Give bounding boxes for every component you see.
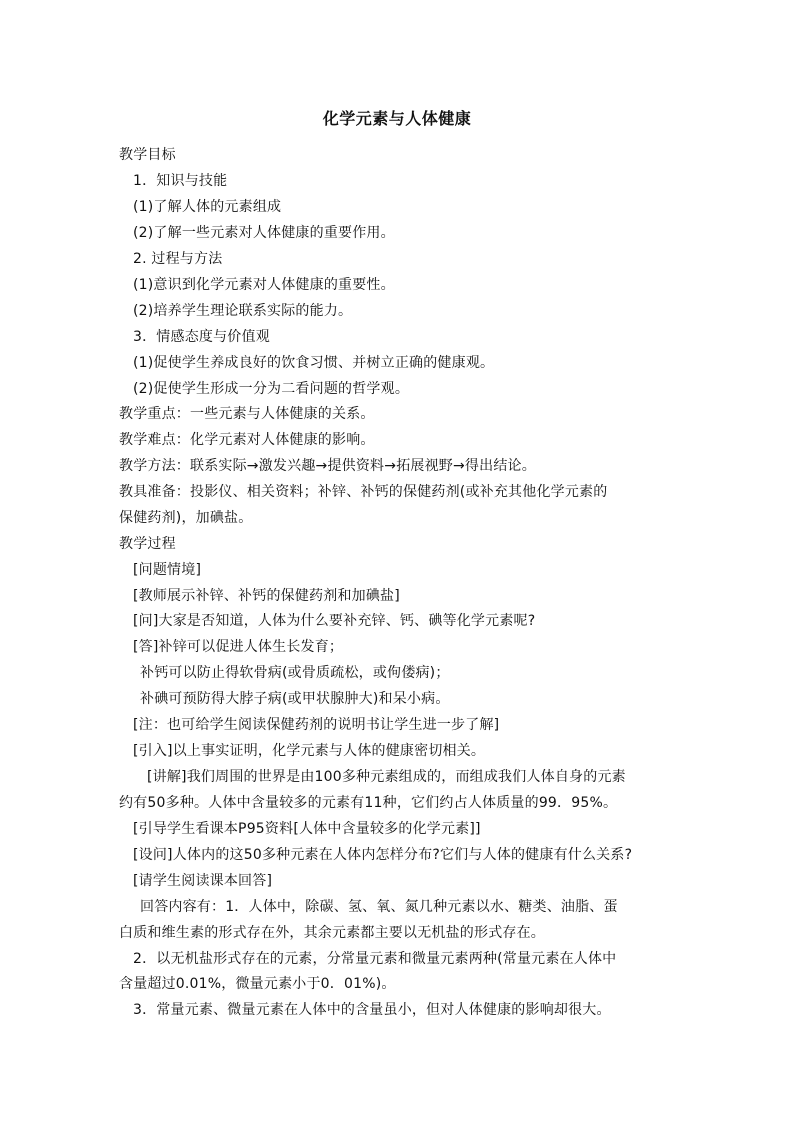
text-line: (1)意识到化学元素对人体健康的重要性。 bbox=[133, 277, 395, 293]
text-line: [问]大家是否知道，人体为什么要补充锌、钙、碘等化学元素呢? bbox=[133, 613, 536, 629]
subheading-knowledge-skills: 1．知识与技能 bbox=[133, 173, 228, 189]
text-line: 2．以无机盐形式存在的元素，分常量元素和微量元素两种(常量元素在人体中 bbox=[133, 951, 617, 967]
teaching-tools-cont: 保健药剂)，加碘盐。 bbox=[119, 510, 253, 526]
text-line: [问题情境] bbox=[133, 562, 202, 578]
page-title: 化学元素与人体健康 bbox=[322, 109, 472, 128]
text-line: [答]补锌可以促进人体生长发育； bbox=[133, 639, 344, 655]
text-line: 补钙可以防止得软骨病(或骨质疏松，或佝偻病)； bbox=[140, 665, 450, 681]
subheading-process-methods: 2. 过程与方法 bbox=[133, 251, 223, 267]
teaching-difficulty: 教学难点：化学元素对人体健康的影响。 bbox=[119, 432, 375, 448]
text-line: (2)了解一些元素对人体健康的重要作用。 bbox=[133, 225, 395, 241]
text-line: 白质和维生素的形式存在外，其余元素都主要以无机盐的形式存在。 bbox=[119, 925, 545, 941]
teaching-tools: 教具准备：投影仪、相关资料；补锌、补钙的保健药剂(或补充其他化学元素的 bbox=[119, 484, 608, 500]
section-heading-goals: 教学目标 bbox=[119, 147, 176, 163]
text-line: [注：也可给学生阅读保健药剂的说明书让学生进一步了解] bbox=[133, 717, 500, 733]
text-line: [教师展示补锌、补钙的保健药剂和加碘盐] bbox=[133, 588, 400, 604]
section-heading-process: 教学过程 bbox=[119, 536, 176, 552]
text-line: (2)培养学生理论联系实际的能力。 bbox=[133, 303, 353, 319]
text-line: (1)促使学生养成良好的饮食习惯、并树立正确的健康观。 bbox=[133, 355, 495, 371]
text-line: 3．常量元素、微量元素在人体中的含量虽小，但对人体健康的影响却很大。 bbox=[133, 1002, 611, 1018]
teaching-key-point: 教学重点：一些元素与人体健康的关系。 bbox=[119, 406, 375, 422]
text-line: [请学生阅读课本回答] bbox=[133, 873, 273, 889]
text-line: (1)了解人体的元素组成 bbox=[133, 199, 282, 215]
text-line: 含量超过0.01%，微量元素小于0．01%)。 bbox=[119, 976, 396, 992]
text-line: 补碘可预防得大脖子病(或甲状腺肿大)和呆小病。 bbox=[140, 691, 450, 707]
text-line: [设问]人体内的这50多种元素在人体内怎样分布?它们与人体的健康有什么关系? bbox=[133, 847, 633, 863]
teaching-method: 教学方法：联系实际→激发兴趣→提供资料→拓展视野→得出结论。 bbox=[119, 458, 536, 474]
text-line: 约有50多种。人体中含量较多的元素有11种，它们约占人体质量的99．95%。 bbox=[119, 795, 618, 811]
subheading-attitude-values: 3．情感态度与价值观 bbox=[133, 329, 270, 345]
text-line: 回答内容有：1．人体中，除碳、氢、氧、氮几种元素以水、糖类、油脂、蛋 bbox=[140, 899, 618, 915]
text-line: [讲解]我们周围的世界是由100多种元素组成的，而组成我们人体自身的元素 bbox=[147, 769, 626, 785]
text-line: [引入]以上事实证明，化学元素与人体的健康密切相关。 bbox=[133, 743, 486, 759]
text-line: [引导学生看课本P95资料[人体中含量较多的化学元素]] bbox=[133, 821, 481, 837]
text-line: (2)促使学生形成一分为二看问题的哲学观。 bbox=[133, 381, 410, 397]
